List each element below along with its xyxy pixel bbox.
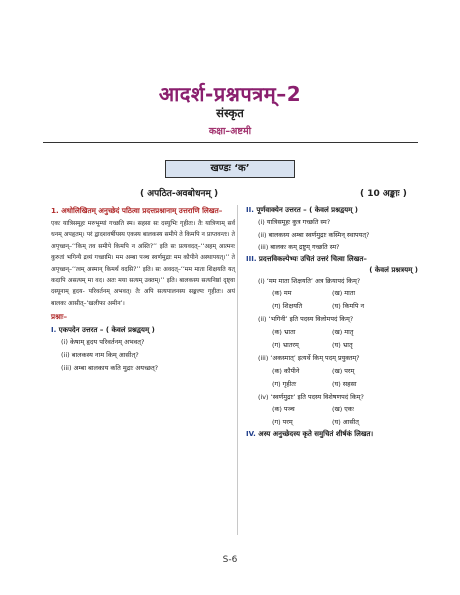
subquestion-1-text: एकपदेन उत्तरत – ( केवलं प्रश्नद्वयम् ) (58, 326, 155, 335)
option: (क) भ्राता (272, 327, 296, 336)
mcq-question: (i) ‘मम माता शिक्षयति’ अत्र क्रियापदं किम्? (258, 276, 361, 285)
mcq-options (246, 403, 418, 416)
left-column (51, 205, 235, 375)
option: (ख) परम् (332, 366, 355, 375)
subject-heading: संस्कृत (216, 106, 244, 120)
subquestion-4-text: अस्य अनुच्छेदस्य कृते समुचितं शीर्षकं लिखत। (258, 430, 374, 439)
option: (ख) एकः (332, 405, 354, 414)
mcq-options (246, 365, 418, 378)
mcq-item (246, 313, 418, 352)
subquestion-3-heading (246, 254, 418, 265)
list-item: (iii) बालकः कम् द्रष्टुम् गच्छति स्म? (258, 243, 340, 252)
option: (घ) आसीत् (332, 418, 359, 427)
right-column (246, 205, 418, 440)
option: (ग) भ्रातरम् (272, 340, 299, 349)
option: (क) कौपीने (272, 366, 300, 375)
column-divider (237, 205, 238, 535)
list-item: (i) केषाम् हृदय परिवर्तनम् अभवत्? (61, 338, 145, 347)
question-1-heading: 1. अधोलिखितम् अनुच्छेदं पठित्वा प्रदत्तप्रश्नानाम् उत्तराणि लिखत– (51, 206, 223, 215)
option: (क) पञ्च (272, 405, 295, 414)
class-label: कक्षा–अष्टमी (208, 126, 252, 137)
questions-label: प्रश्नाः– (51, 312, 68, 322)
option: (क) मम (272, 289, 292, 298)
option: (ख) मातृ (332, 327, 354, 336)
subquestion-2-text: पूर्णवाक्येन उत्तरत – ( केवलं प्रश्नद्वयम् ) (256, 206, 359, 214)
mcq-item (246, 352, 418, 391)
subquestion-3-text: प्रदत्तविकल्पेभ्यः उचितं उत्तरं चित्वा लिखत– (258, 254, 367, 263)
option: (घ) भ्रातृ (332, 340, 353, 349)
mcq-options (246, 300, 418, 313)
page-title: आदर्श-प्रश्नपत्रम्–2 (158, 82, 302, 106)
mcq-question: (iv) ‘स्वर्णमुद्राः’ इति पदस्य विशेषणपदं किम्? (258, 392, 364, 401)
mcq-item (246, 391, 418, 430)
option: (घ) किमपि न (332, 302, 365, 311)
list-item: (i) यात्रिसमूहः कुत्र गच्छति स्म? (258, 218, 331, 226)
mcq-question: (iii) ‘अकस्मात्’ इत्यर्थे किम् पदम् प्रयुक्तम्? (258, 353, 360, 362)
mcq-item (246, 275, 418, 314)
list-item: (ii) बालकस्य अम्बा स्वर्णमुद्राः कस्मिन् स्थापयत्? (258, 230, 370, 239)
page-number: S-6 (222, 555, 238, 565)
mcq-options (246, 416, 418, 429)
subquestion-1-number: I. (51, 326, 57, 335)
mcq-options (246, 326, 418, 339)
section-marks: ( 10 अङ्काः ) (360, 189, 407, 199)
option: (ग) गृहीतः (272, 379, 297, 388)
subquestion-3-number: III. (246, 254, 257, 263)
list-item: (ii) बालकस्य नाम किम् आसीत्? (61, 351, 139, 360)
section-label-box: खण्डः ‘क’ (165, 160, 295, 178)
subquestion-2-number: II. (246, 206, 254, 214)
subquestion-4-heading (246, 429, 418, 440)
mcq-options (246, 287, 418, 300)
mcq-question: (ii) ‘भगिनी’ इति पदस्य विलोमपदं किम्? (258, 315, 354, 324)
mcq-options (246, 378, 418, 391)
option: (घ) सहसा (332, 379, 357, 388)
subquestion-2-heading (246, 205, 418, 216)
section-name: ( अपठित-अवबोधनम् ) (140, 189, 219, 199)
mcq-options (246, 339, 418, 352)
header-rule (43, 142, 418, 143)
option: (ख) माता (332, 289, 356, 298)
option: (ग) परम् (272, 418, 293, 427)
option: (ग) शिक्षयति (272, 302, 303, 311)
subquestion-4-number: IV. (246, 430, 256, 439)
subquestion-1-heading (51, 324, 235, 336)
list-item: (iii) अम्बा बालकाय कति मुद्राः अयच्छत्? (61, 364, 159, 373)
subquestion-3-note: ( केवलं प्रश्नत्रयम् ) (369, 265, 418, 274)
reading-passage: एकः यात्रिसमूहः मरुभूम्यां गच्छति स्म। सहसा सः दस्युभिः गृहीतः। तैः यात्रिणाम् सर्वं धनम् अपहृतम्। परं द्वादशवर्षीयस्य एकस्य बालकस्य समीपे ते किमपि न प्राप्तवन्तः। ते अपृच्छन्–‘‘किम् तव समीपे किमपि न अस्ति?’’ इति सः प्रत्यवदत्–‘‘अहम् आत्मनः कुरुतां भगिन्यै द्रव्यं गच्छामि। मम अम्बा पञ्च स्वर्णमुद्राः मम कौपीने अस्थापयत्।’’ ते अपृच्छन्–‘‘त्वम् अस्मान् किमर्थं वदसि?’’ इति। सः अवदत्–‘‘मम माता शिक्षयति यत् कदापि असत्यम् मा वद। अतः मया सत्यम् उक्तम्।’’ इति। बालकस्य सत्यनिष्ठां दृष्ट्वा दस्यूनाम् हृदय- परिवर्तनम् अभवत्। तैः अपि सत्यपालनस्य सङ्कल्पः गृहीतः। अयं बालकः आसीत्–‘खलीफा अमीन’। (51, 220, 235, 307)
